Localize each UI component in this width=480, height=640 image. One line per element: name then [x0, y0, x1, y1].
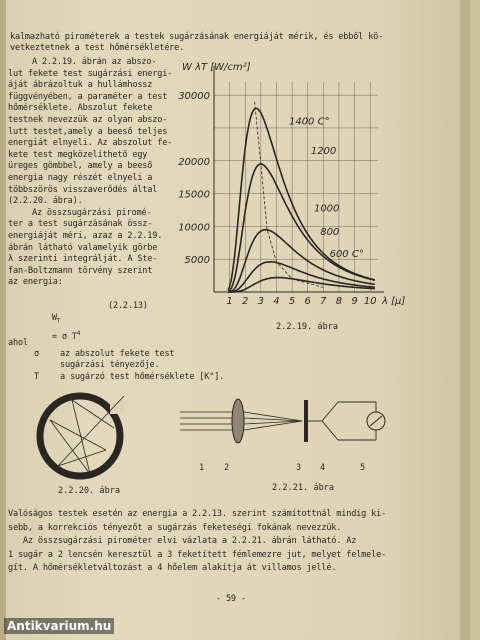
thermocouple [308, 402, 376, 440]
bottom-text-line: Az összsugárzási pirométer elvi vázlata a 2.2.21. ábrán látható. Az [8, 536, 357, 546]
sigma-symbol: σ [34, 349, 39, 359]
intro-line-1: kalmazható pirométerek a testek sugárzásának energiáját mérik, és ebből kö- [10, 32, 384, 42]
ahol-label: ahol [8, 338, 28, 348]
series-label: 1400 C° [288, 116, 330, 128]
page-spine [0, 0, 6, 640]
left-column-line: lut fekete test sugárzási energi- [8, 68, 173, 79]
left-column-line: energiát elnyeli. Az abszolut fe- [8, 138, 173, 149]
y-tick-label: 10000 [178, 222, 210, 234]
t-def: a sugárzó test hőmérséklete [K°]. [60, 372, 225, 382]
page-number: - 59 - [216, 594, 246, 604]
x-tick-label: 1 [226, 296, 233, 307]
x-tick-label: 10 [363, 296, 377, 307]
x-axis-label: λ [μ] [382, 296, 406, 307]
y-tick-label: 5000 [184, 255, 210, 267]
fig21-label-1: 1 [199, 463, 204, 473]
x-tick-label: 3 [257, 296, 265, 307]
formula-sub: T [56, 317, 61, 325]
fig21-caption: 2.2.21. ábra [272, 483, 335, 493]
hollow-sphere-figure [28, 388, 138, 488]
formula-eq: = σ T [51, 331, 77, 342]
x-tick-label: 9 [351, 296, 358, 307]
left-column-line: ábrán látható valamelyik görbe [8, 242, 158, 253]
x-tick-label: 8 [335, 296, 343, 307]
y-tick-label: 30000 [178, 91, 210, 103]
left-column-line: Az összsugárzási piromé- [32, 207, 152, 218]
y-axis-label: W λT [W/cm²] [182, 62, 251, 73]
series-label: 600 C° [329, 249, 364, 261]
left-column-line: (2.2.20. ábra). [8, 196, 83, 207]
left-column-line: függvényében, a paraméter a test [8, 91, 168, 102]
left-column-line: hőmérséklete. Abszolut fekete [8, 103, 153, 114]
sphere-opening [110, 400, 124, 414]
left-column-line: energiáját méri, azaz a 2.2.19. [8, 231, 163, 241]
y-tick-label: 20000 [178, 156, 210, 168]
meter-needle [370, 416, 382, 426]
left-column-line: lutt testet,amely a beeső teljes [8, 126, 168, 137]
watermark-logo [4, 618, 114, 634]
left-column-line: az energia: [8, 277, 63, 288]
left-column-line: üreges gömbbel, amely a beeső [8, 161, 153, 172]
formula-exp: 4 [76, 329, 81, 337]
left-column-line: λ szerinti integrálját. A Ste- [8, 254, 158, 265]
formula-ref: (2.2.13) [108, 301, 148, 311]
formula-w: W [51, 313, 57, 323]
fig21-label-4: 4 [320, 463, 325, 473]
x-tick-label: 2 [242, 296, 249, 307]
series-label: 1000 [313, 203, 340, 215]
pyrometer-sketch [176, 388, 386, 458]
sigma-def-1: az abszolut fekete test [60, 349, 175, 359]
left-column-line: kete test megközelíthető egy [8, 149, 148, 160]
planck-chart-svg [178, 52, 468, 342]
planck-chart [178, 52, 468, 342]
bottom-text-line: gít. A hőmérsékletváltozást a 4 hőelem alakítja át villamos jellé. [8, 563, 337, 573]
left-column-line: energia nagy részét elnyeli a [8, 173, 153, 183]
sigma-def-2: sugárzási tényezője. [60, 360, 160, 370]
x-tick-label: 4 [273, 296, 280, 307]
fig21-label-2: 2 [224, 463, 229, 473]
left-column-line: többszörös visszaverődés által [8, 184, 158, 195]
curve-1400-C- [228, 108, 375, 289]
formula-lhs [32, 300, 80, 355]
x-tick-label: 7 [320, 296, 327, 307]
left-column-line: áját ábrázoltuk a hullámhossz [8, 80, 153, 91]
bottom-text-line: 1 sugár a 2 lencsén keresztül a 3 feketített fémlemezre jut, melyet felmele- [8, 549, 387, 560]
series-label: 800 [320, 226, 340, 238]
bottom-text-line: Valóságos testek esetén az energia a 2.2.13. szerint számítottnál mindig ki- [8, 509, 387, 519]
blackened-plate [304, 400, 308, 442]
left-column-line: testnek nevezzük az olyan abszo- [8, 115, 168, 125]
fig21-label-3: 3 [296, 463, 301, 473]
t-symbol: T [34, 372, 39, 382]
series-label: 1200 [310, 146, 337, 158]
curve-1000 [228, 230, 375, 292]
left-column-line: A 2.2.19. ábrán az abszo- [32, 57, 157, 67]
bottom-text-line: sebb, a korrekciós tényezőt a sugárzás feketeségi fokának nevezzük. [8, 522, 342, 533]
intro-line-2: vetkeztetnek a test hőmérsékletére. [10, 43, 185, 53]
x-tick-label: 5 [288, 296, 296, 307]
fig20-caption: 2.2.20. ábra [58, 486, 121, 496]
left-column-line: ter a test sugárzásának össz- [8, 219, 153, 230]
y-tick-label: 15000 [178, 189, 210, 201]
x-tick-label: 6 [304, 296, 311, 307]
chart-caption: 2.2.19. ábra [276, 322, 339, 332]
lens [232, 399, 244, 443]
left-column-line: fan-Boltzmann törvény szerint [8, 265, 153, 276]
fig21-label-5: 5 [360, 463, 365, 473]
watermark-text: Antikvarium.hu [7, 619, 112, 633]
